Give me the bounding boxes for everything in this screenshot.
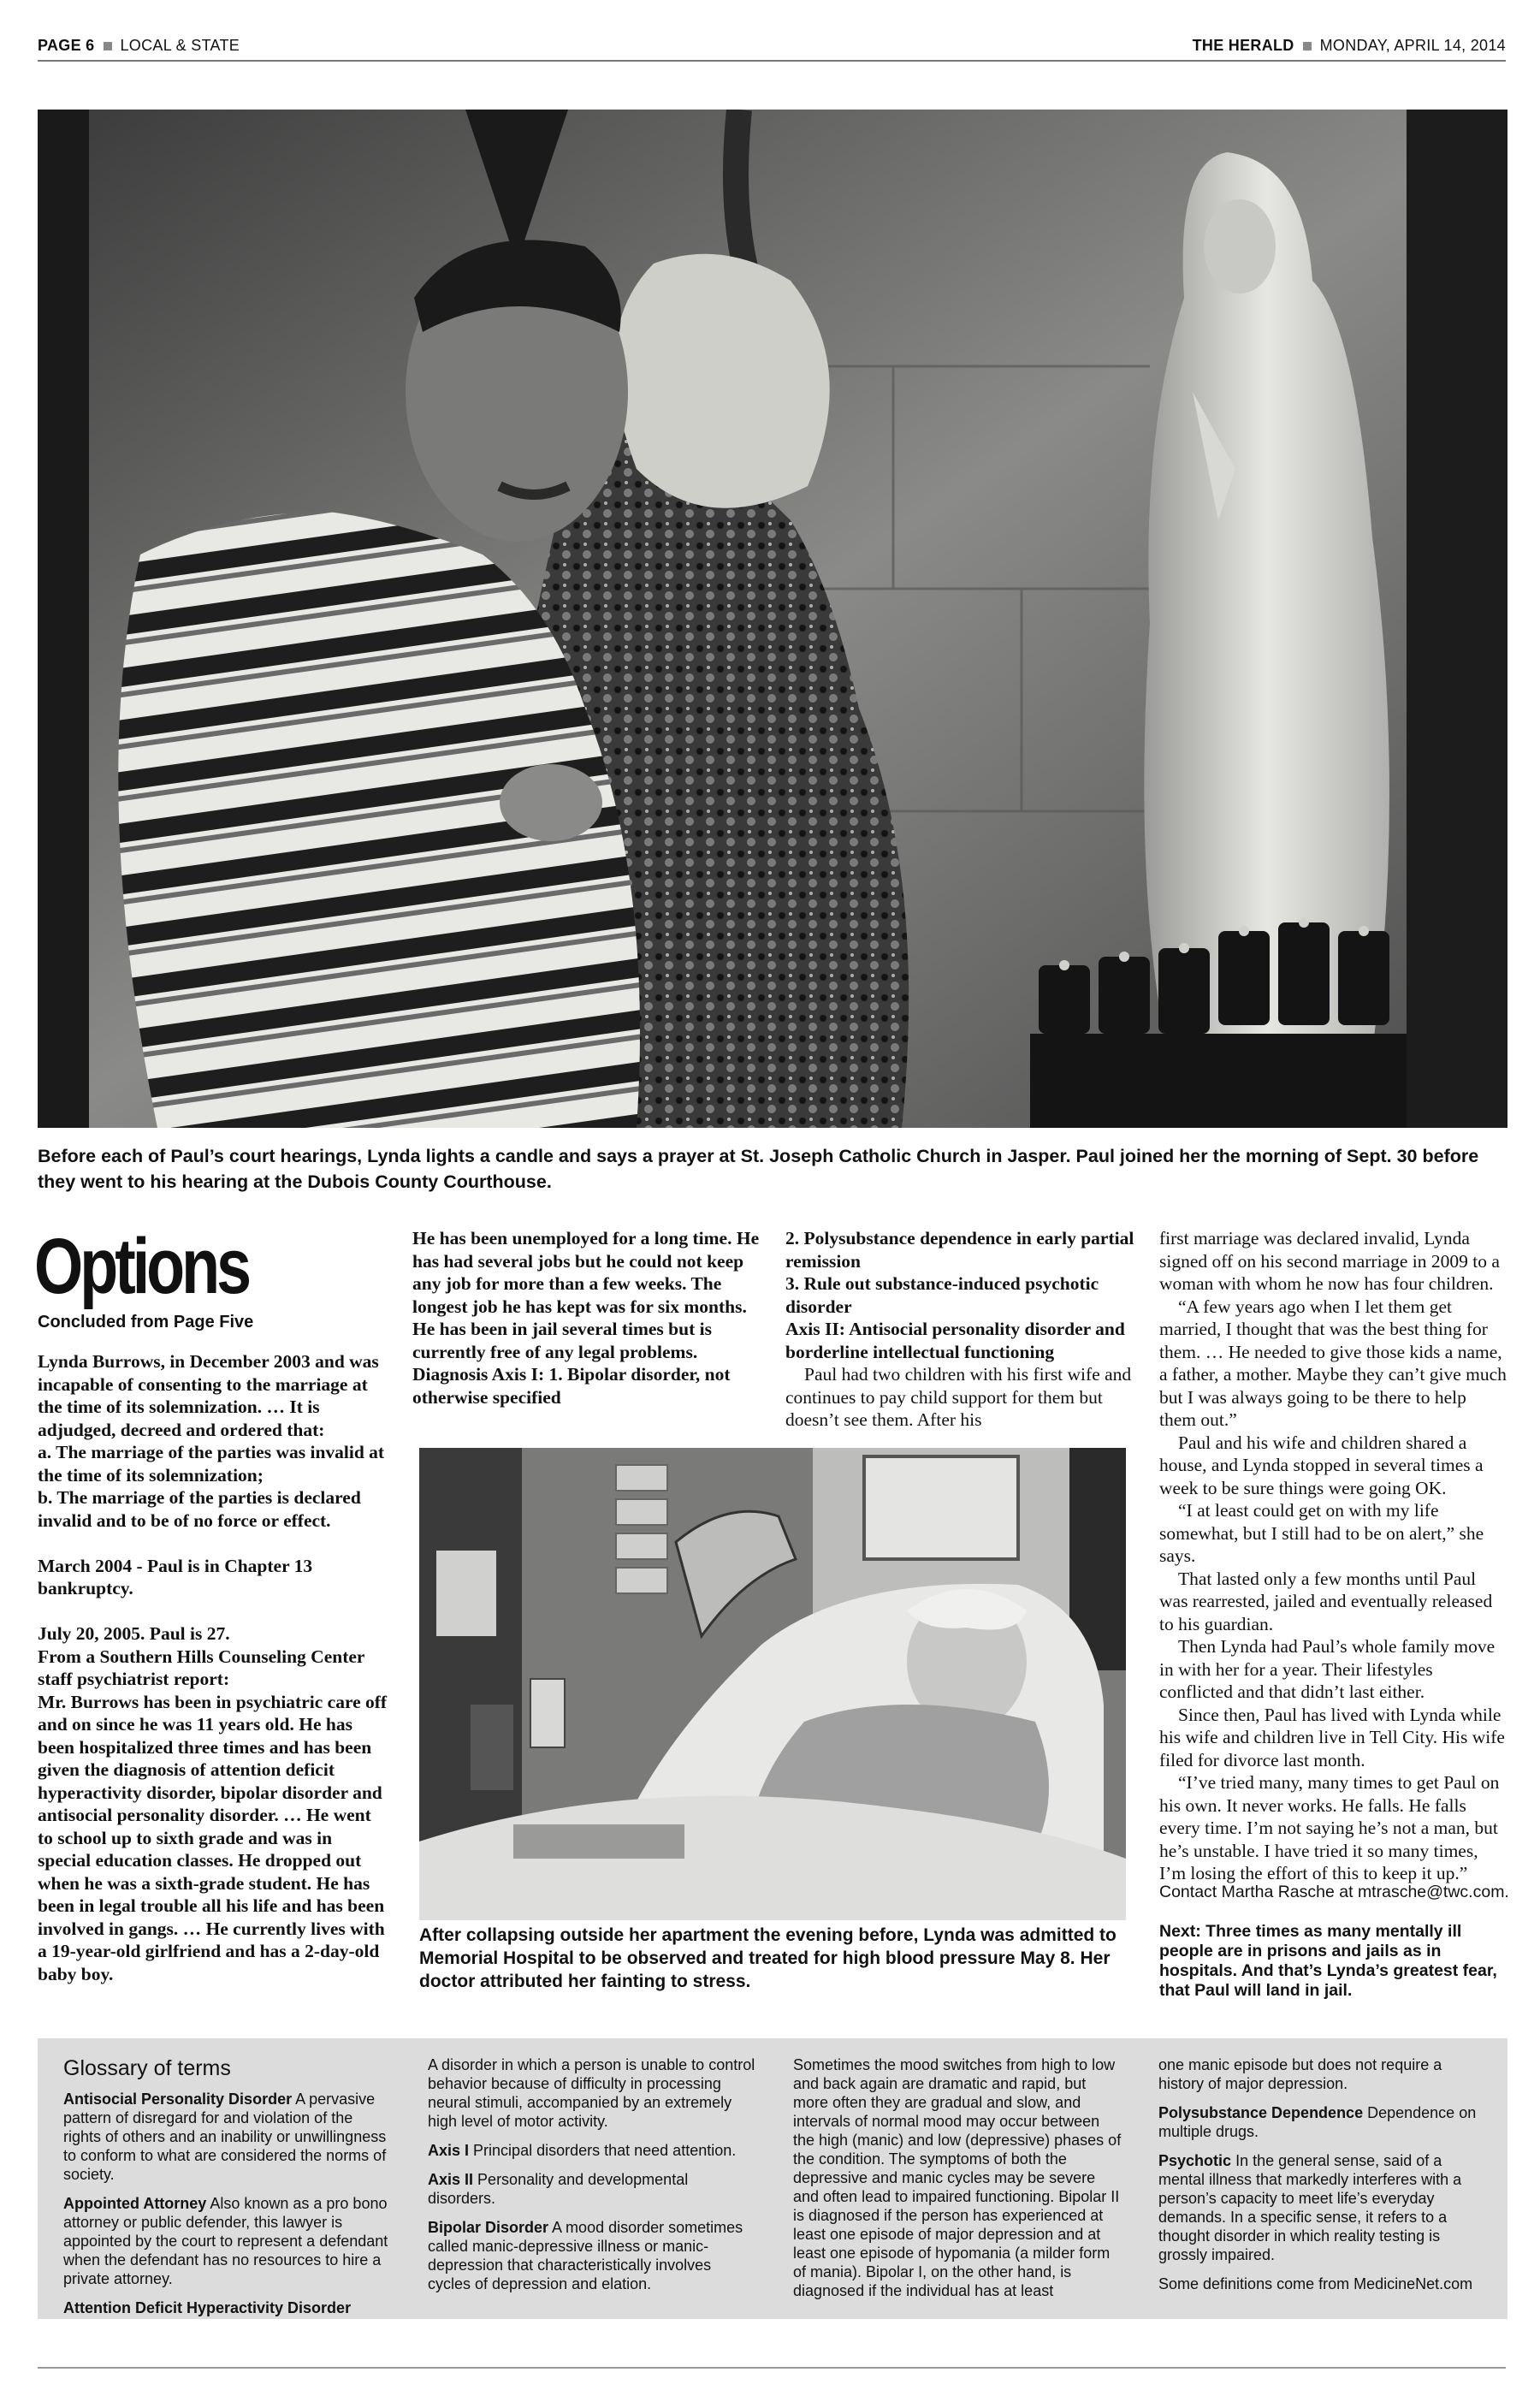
header-left xyxy=(38,37,240,55)
glossary-column-1 xyxy=(63,2055,392,2328)
glossary-definition: A pervasive pattern of disregard for and violation of the rights of others and an inability or unwillingness to conform to what are considered the norms of society. xyxy=(63,2091,387,2183)
main-photo-caption: Before each of Paul’s court hearings, Lynda lights a candle and says a prayer at St. Joseph Catholic Church in Jasper. Paul joined her the morning of Sept. 30 before they went to his hearing at the Dubois County Courthouse. xyxy=(38,1146,1479,1192)
glossary-term: Axis II xyxy=(428,2171,474,2188)
article-column-1 xyxy=(38,1350,388,1985)
glossary-definition: A mood disorder sometimes called manic-depressive illness or manic-depression that characteristically involves cycles of depression and elation. xyxy=(428,2219,743,2292)
glossary-definition: Principal disorders that need attention. xyxy=(473,2142,737,2159)
footer-rule xyxy=(38,2367,1506,2369)
glossary-entry xyxy=(63,2194,392,2288)
article-paragraph: first marriage was declared invalid, Lynda signed off on his second marriage in 2009 to a woman with whom he now has four children. xyxy=(1159,1228,1500,1294)
separator-square-icon xyxy=(104,42,112,50)
contact-line: Contact Martha Rasche at mtrasche@twc.com. xyxy=(1159,1883,1509,1901)
page-number: PAGE 6 xyxy=(38,36,95,54)
glossary-definition: Personality and developmental disorders. xyxy=(428,2171,689,2207)
article-spacer xyxy=(38,1532,388,1555)
glossary-box xyxy=(38,2038,1507,2319)
glossary-term: Axis I xyxy=(428,2142,470,2159)
glossary-source: Some definitions come from MedicineNet.com xyxy=(1158,2275,1473,2292)
article-column-2 xyxy=(412,1227,763,1409)
glossary-definition: In the general sense, said of a mental illness that markedly interferes with a person’s capacity to meet life’s everyday demands. In a specific sense, it refers to a thought disorder in which reality testing is grossly impaired. xyxy=(1158,2152,1462,2263)
article-spacer xyxy=(38,1600,388,1623)
glossary-term: Bipolar Disorder xyxy=(428,2219,549,2236)
glossary-column-4 xyxy=(1158,2055,1487,2304)
article-paragraph: Paul had two children with his first wife and continues to pay child support for them but doesn’t see them. After his xyxy=(785,1364,1132,1430)
glossary-entry xyxy=(1158,2103,1487,2141)
glossary-term: Appointed Attorney xyxy=(63,2195,207,2212)
glossary-definition: Also known as a pro bono attorney or public defender, this lawyer is appointed by the court to represent a defendant when the defendant has no resources to hire a private attorney. xyxy=(63,2195,388,2287)
glossary-entry xyxy=(63,2298,392,2317)
hospital-photo-caption: After collapsing outside her apartment the evening before, Lynda was admitted to Memorial Hospital to be observed and treated for high blood pressure May 8. Her doctor attributed her fainting to stress. xyxy=(419,1925,1116,1991)
glossary-term: Antisocial Personality Disorder xyxy=(63,2091,293,2108)
issue-date: MONDAY, APRIL 14, 2014 xyxy=(1319,36,1506,54)
article-paragraph: a. The marriage of the parties was invalid at the time of its solemnization; xyxy=(38,1442,385,1486)
glossary-column-3 xyxy=(793,2055,1122,2310)
article-paragraph: “A few years ago when I let them get married, I thought that was the best thing for them. … He needed to give those kids a name, a father, a mother. Maybe they can’t give much but I was always going to be there to help them out.” xyxy=(1159,1296,1507,1430)
article-paragraph: From a Southern Hills Counseling Center staff psychiatrist report: xyxy=(38,1646,365,1689)
article-paragraph: 2. Polysubstance dependence in early partial remission xyxy=(785,1228,1134,1272)
glossary-entry xyxy=(428,2055,756,2131)
article-paragraph: b. The marriage of the parties is declared invalid and to be of no force or effect. xyxy=(38,1487,361,1531)
glossary-definition: one manic episode but does not require a history of major depression. xyxy=(1158,2056,1442,2092)
article-paragraph: July 20, 2005. Paul is 27. xyxy=(38,1623,230,1644)
next-teaser: Next: Three times as many mentally ill people are in prisons and jails as in hospitals. And that’s Lynda’s greatest fear, that Paul will land in jail. xyxy=(1159,1922,1497,2000)
article-paragraph: He has been unemployed for a long time. He has had several jobs but he could not keep any job for more than a few weeks. The longest job he has kept was for six months. He has been in jail several times but is currently free of any legal problems. xyxy=(412,1228,760,1362)
article-paragraph: Then Lynda had Paul’s whole family move in with her for a year. Their lifestyles conflicted and that didn’t last either. xyxy=(1159,1636,1496,1702)
glossary-term: Polysubstance Dependence xyxy=(1158,2104,1364,2121)
article-title: Options xyxy=(34,1223,249,1310)
glossary-definition: Sometimes the mood switches from high to low and back again are dramatic and rapid, but more often they are gradual and slow, and intervals of normal mood may occur between the high (manic) and low (depressive) phases of the condition. The symptoms of both the depressive and manic cycles may be severe and often lead to impaired functioning. Bipolar II is diagnosed if the person has experienced at least one episode of major depression and at least one episode of hypomania (a milder form of mania). Bipolar I, on the other hand, is diagnosed if the individual has at least xyxy=(793,2056,1122,2299)
glossary-column-2 xyxy=(428,2055,756,2304)
article-paragraph: Diagnosis Axis I: 1. Bipolar disorder, not otherwise specified xyxy=(412,1364,731,1408)
article-paragraph: 3. Rule out substance-induced psychotic disorder xyxy=(785,1273,1099,1317)
paper-name: THE HERALD xyxy=(1192,36,1294,54)
glossary-term: Psychotic xyxy=(1158,2152,1232,2169)
glossary-definition: Dependence on multiple drugs. xyxy=(1158,2104,1477,2140)
article-paragraph: March 2004 - Paul is in Chapter 13 bankruptcy. xyxy=(38,1555,313,1598)
article-paragraph: Lynda Burrows, in December 2003 and was incapable of consenting to the marriage at the time of its solemnization. … It is adjudged, decreed and ordered that: xyxy=(38,1351,379,1440)
page-header xyxy=(38,31,1506,62)
hospital-bed-photo xyxy=(419,1448,1126,1920)
article-paragraph: “I’ve tried many, many times to get Paul on his own. It never works. He falls. He falls every time. I’m not saying he’s not a man, but he’s unstable. I have tried it so many times, I’m losing the effort of this to keep it up.” xyxy=(1159,1772,1500,1883)
glossary-entry xyxy=(1158,2151,1487,2264)
article-paragraph: “I at least could get on with my life somewhat, but I still had to be on alert,” she says. xyxy=(1159,1500,1484,1566)
continuation-note: Concluded from Page Five xyxy=(38,1313,254,1331)
glossary-entry xyxy=(428,2218,756,2293)
hospital-photo xyxy=(419,1448,1126,1920)
glossary-entry xyxy=(428,2170,756,2208)
article-paragraph: Axis II: Antisocial personality disorder and borderline intellectual functioning xyxy=(785,1319,1125,1362)
article-paragraph: Since then, Paul has lived with Lynda while his wife and children live in Tell City. His wife filed for divorce last month. xyxy=(1159,1704,1505,1770)
glossary-entry xyxy=(63,2090,392,2184)
article-paragraph: That lasted only a few months until Paul was rearrested, jailed and eventually released to his guardian. xyxy=(1159,1568,1493,1634)
church-prayer-photo xyxy=(38,110,1507,1128)
glossary-definition: A disorder in which a person is unable to control behavior because of difficulty in processing neural stimuli, accompanied by an extremely high level of motor activity. xyxy=(428,2056,755,2130)
article-column-3 xyxy=(785,1227,1136,1432)
separator-square-icon xyxy=(1303,42,1312,50)
header-right xyxy=(1193,37,1506,55)
glossary-entry xyxy=(428,2141,756,2160)
main-photo xyxy=(38,110,1507,1128)
article-paragraph: Paul and his wife and children shared a house, and Lynda stopped in several times a week to be sure things were going OK. xyxy=(1159,1432,1484,1498)
article-column-4 xyxy=(1159,1227,1507,1885)
article-paragraph: Mr. Burrows has been in psychiatric care off and on since he was 11 years old. He has been hospitalized three times and has been given the diagnosis of attention deficit hyperactivity disorder, bipolar disorder and antisocial personality disorder. … He went to school up to sixth grade and was in special education classes. He dropped out when he was a sixth-grade student. He has been in legal trouble all his life and has been involved in gangs. … He currently lives with a 19-year-old girlfriend and has a 2-day-old baby boy. xyxy=(38,1691,388,1984)
section-name: LOCAL & STATE xyxy=(120,36,240,54)
glossary-term: Attention Deficit Hyperactivity Disorder xyxy=(63,2299,352,2316)
glossary-entry xyxy=(1158,2055,1487,2093)
glossary-entry xyxy=(793,2055,1122,2300)
glossary-title: Glossary of terms xyxy=(63,2056,231,2080)
